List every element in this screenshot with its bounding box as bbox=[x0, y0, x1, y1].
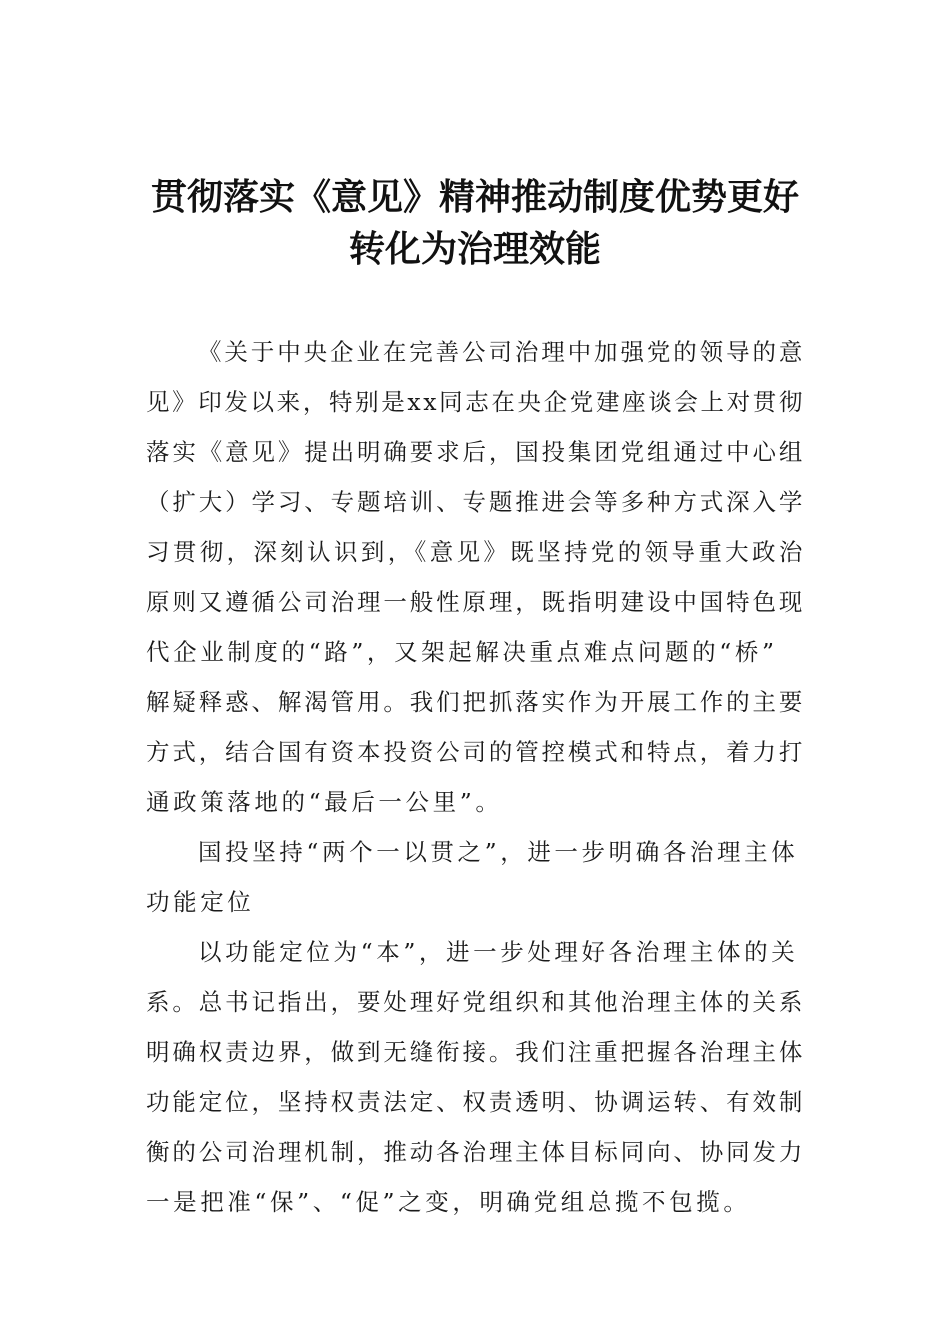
body-line: 系。总书记指出，要处理好党组织和其他治理主体的关系 bbox=[146, 988, 806, 1016]
body-line: 习贯彻，深刻认识到，《意见》既坚持党的领导重大政治 bbox=[146, 538, 806, 566]
body-line: 《关于中央企业在完善公司治理中加强党的领导的意 bbox=[198, 338, 806, 366]
body-line: （扩大）学习、专题培训、专题推进会等多种方式深入学 bbox=[146, 488, 806, 516]
body-line: 通政策落地的“最后一公里”。 bbox=[146, 788, 503, 816]
body-line: 解疑释惑、解渴管用。我们把抓落实作为开展工作的主要 bbox=[146, 688, 806, 716]
body-line: 功能定位 bbox=[146, 888, 255, 916]
body-line: 以功能定位为“本”，进一步处理好各治理主体的关 bbox=[198, 938, 799, 966]
body-line: 国投坚持“两个一以贯之”，进一步明确各治理主体 bbox=[198, 838, 799, 866]
body-line: 一是把准“保”、“促”之变，明确党组总揽不包揽。 bbox=[146, 1188, 751, 1216]
body-line: 方式，结合国有资本投资公司的管控模式和特点，着力打 bbox=[146, 738, 806, 766]
document-title-line-2: 转化为治理效能 bbox=[348, 228, 601, 270]
body-line: 原则又遵循公司治理一般性原理，既指明建设中国特色现 bbox=[146, 588, 806, 616]
body-line: 明确权责边界，做到无缝衔接。我们注重把握各治理主体 bbox=[146, 1038, 806, 1066]
body-line: 功能定位，坚持权责法定、权责透明、协调运转、有效制 bbox=[146, 1088, 806, 1116]
body-line: 见》印发以来，特别是xx同志在央企党建座谈会上对贯彻 bbox=[146, 388, 806, 416]
document-title-line-1: 贯彻落实《意见》精神推动制度优势更好 bbox=[150, 176, 799, 218]
body-line: 衡的公司治理机制，推动各治理主体目标同向、协同发力 bbox=[146, 1138, 806, 1166]
body-line: 落实《意见》提出明确要求后，国投集团党组通过中心组 bbox=[146, 438, 806, 466]
body-line: 代企业制度的“路”，又架起解决重点难点问题的“桥” bbox=[146, 638, 778, 666]
